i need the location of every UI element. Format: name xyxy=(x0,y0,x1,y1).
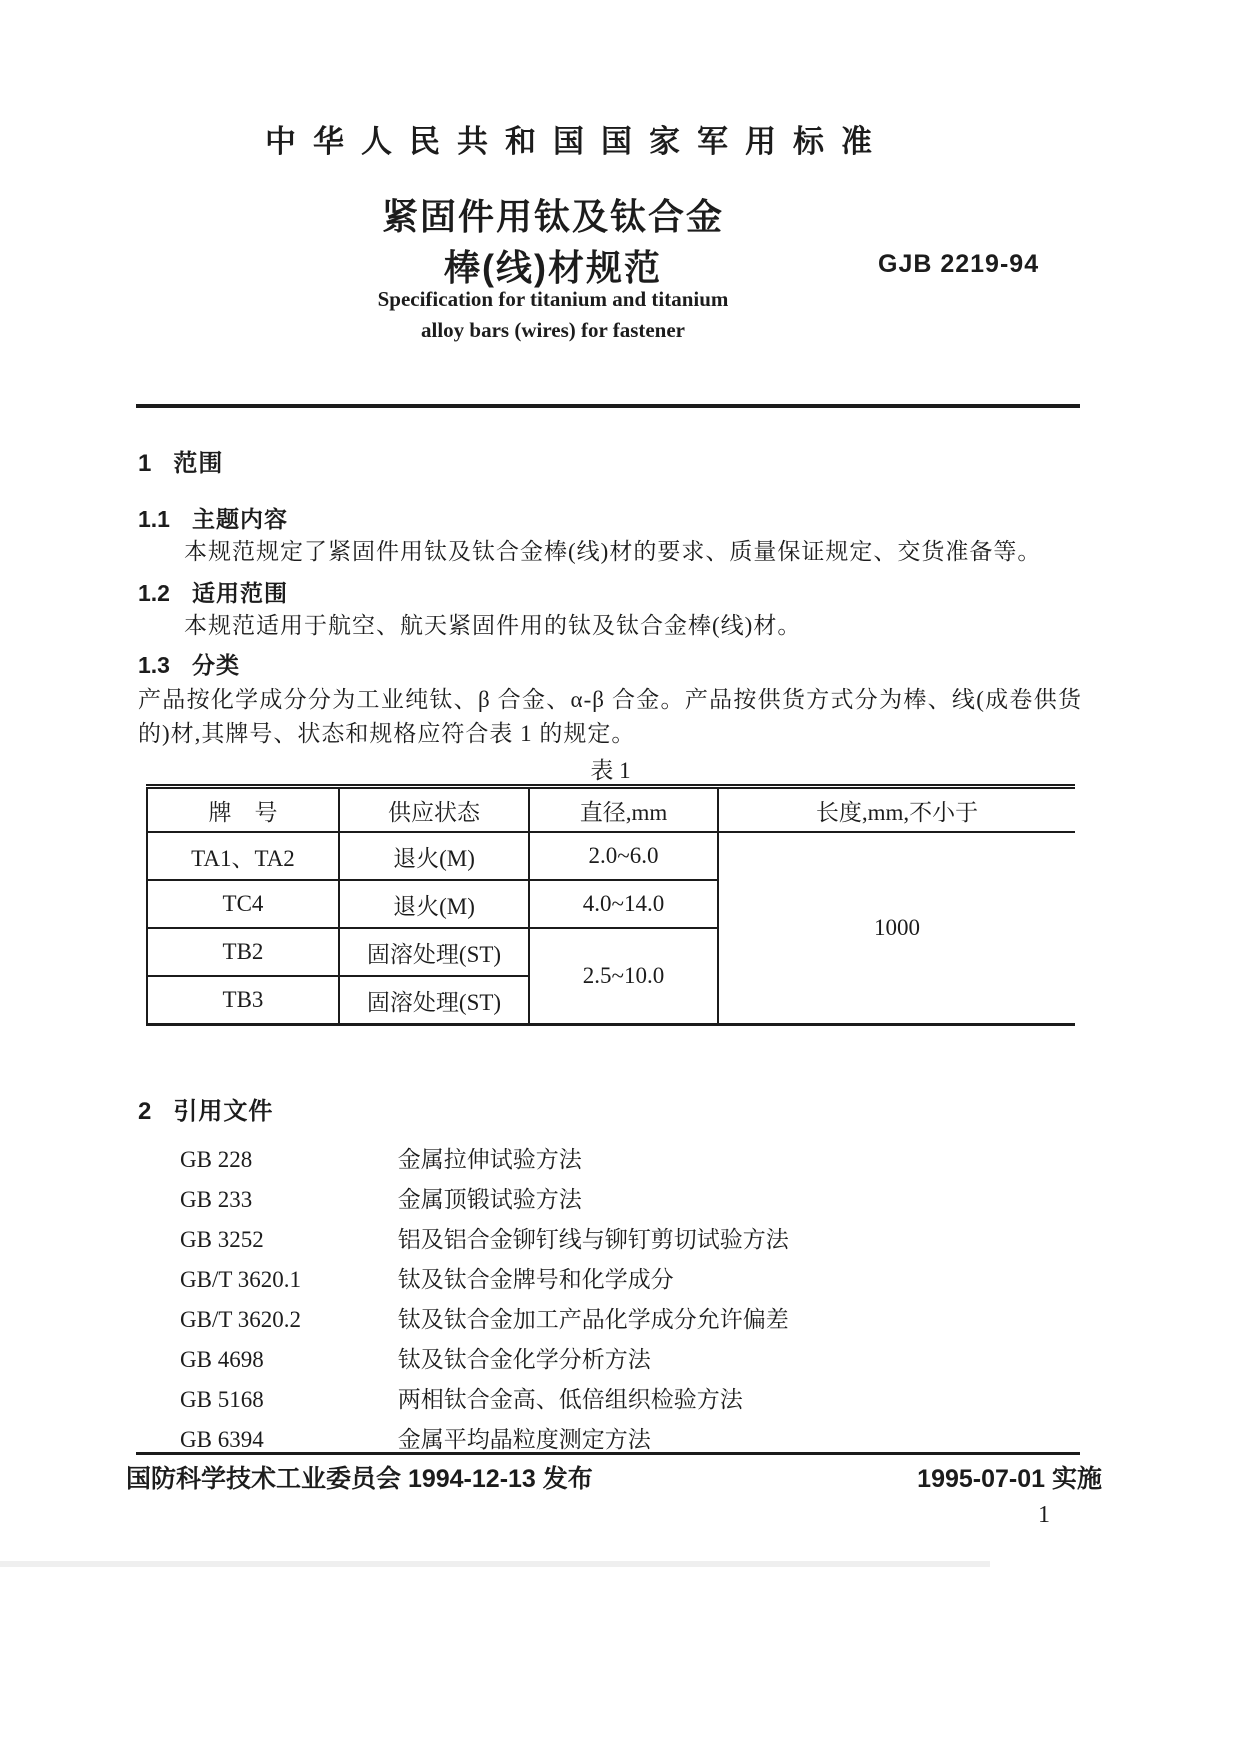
condition-cell: 退火(M) xyxy=(339,832,529,880)
reference-title: 钛及钛合金加工产品化学成分允许偏差 xyxy=(397,1307,789,1332)
reference-item xyxy=(180,1186,789,1226)
reference-title: 两相钛合金高、低倍组织检验方法 xyxy=(397,1387,743,1412)
references-list xyxy=(180,1146,789,1466)
diameter-cell-merged: 2.5~10.0 xyxy=(529,928,718,1025)
diameter-cell: 2.0~6.0 xyxy=(529,832,718,880)
reference-item xyxy=(180,1386,789,1426)
grade-cell: TC4 xyxy=(147,880,339,928)
reference-title: 金属顶锻试验方法 xyxy=(397,1187,582,1212)
table-row xyxy=(147,832,1075,880)
reference-code: GB 3252 xyxy=(180,1227,264,1252)
reference-code: GB/T 3620.2 xyxy=(180,1307,301,1332)
grade-cell: TA1、TA2 xyxy=(147,832,339,880)
section-number: 1.2 xyxy=(138,580,170,606)
reference-title: 钛及钛合金化学分析方法 xyxy=(397,1347,651,1372)
standard-number: GJB 2219-94 xyxy=(878,250,1040,278)
footer-divider-rule xyxy=(136,1452,1080,1455)
section-1-1-body: 本规范规定了紧固件用钛及钛合金棒(线)材的要求、质量保证规定、交货准备等。 xyxy=(184,539,1042,564)
grade-cell: TB2 xyxy=(147,928,339,976)
reference-code: GB 6394 xyxy=(180,1427,264,1452)
table1-caption: 表 1 xyxy=(590,758,631,783)
reference-code: GB 5168 xyxy=(180,1387,264,1412)
section-1-3-heading xyxy=(138,647,240,680)
standard-class-heading: 中华人民共和国国家军用标准 xyxy=(265,124,889,159)
reference-code: GB 4698 xyxy=(180,1347,264,1372)
section-number: 2 xyxy=(138,1098,152,1125)
reference-code: GB 233 xyxy=(180,1187,253,1212)
footer xyxy=(126,1459,1102,1495)
column-header-diameter: 直径,mm xyxy=(529,787,718,833)
reference-title: 金属平均晶粒度测定方法 xyxy=(397,1427,651,1452)
section-1-3-body-line2: 的)材,其牌号、状态和规格应符合表 1 的规定。 xyxy=(138,721,636,746)
grade-cell: TB3 xyxy=(147,976,339,1025)
reference-code: GB/T 3620.1 xyxy=(180,1267,301,1292)
section-title: 分类 xyxy=(191,652,240,678)
reference-code: GB 228 xyxy=(180,1147,253,1172)
header-divider-rule xyxy=(136,404,1080,408)
issuer-and-issue-date: 国防科学技术工业委员会 1994-12-13 发布 xyxy=(126,1465,593,1493)
section-number: 1.3 xyxy=(138,652,170,678)
section-title: 适用范围 xyxy=(191,580,288,606)
page-number: 1 xyxy=(1038,1502,1050,1528)
condition-cell: 退火(M) xyxy=(339,880,529,928)
table1 xyxy=(146,784,1075,1026)
section-2-heading xyxy=(138,1091,273,1126)
reference-item xyxy=(180,1226,789,1266)
english-title-line2: alloy bars (wires) for fastener xyxy=(421,318,685,342)
reference-item xyxy=(180,1346,789,1386)
reference-title: 金属拉伸试验方法 xyxy=(397,1147,582,1172)
section-1-heading xyxy=(138,443,223,478)
section-1-2-body: 本规范适用于航空、航天紧固件用的钛及钛合金棒(线)材。 xyxy=(184,613,802,638)
condition-cell: 固溶处理(ST) xyxy=(339,976,529,1025)
section-1-1-heading xyxy=(138,501,288,534)
diameter-cell: 4.0~14.0 xyxy=(529,880,718,928)
section-1-3-body-line1: 产品按化学成分分为工业纯钛、β 合金、α-β 合金。产品按供货方式分为棒、线(成卷供货 xyxy=(138,687,1082,712)
document-title-line2: 棒(线)材规范 xyxy=(444,247,662,288)
condition-cell: 固溶处理(ST) xyxy=(339,928,529,976)
table-header-row xyxy=(147,787,1075,833)
section-1-2-heading xyxy=(138,575,288,608)
reference-item xyxy=(180,1266,789,1306)
section-number: 1.1 xyxy=(138,506,170,532)
implementation-date: 1995-07-01 实施 xyxy=(917,1465,1102,1493)
length-cell: 1000 xyxy=(718,832,1075,1025)
reference-title: 铝及铝合金铆钉线与铆钉剪切试验方法 xyxy=(397,1227,789,1252)
scan-edge-artifact xyxy=(0,1561,990,1567)
column-header-length: 长度,mm,不小于 xyxy=(718,787,1075,833)
section-number: 1 xyxy=(138,450,152,477)
section-title: 范围 xyxy=(173,450,224,477)
reference-item xyxy=(180,1146,789,1186)
section-title: 主题内容 xyxy=(191,506,288,532)
document-title-line1: 紧固件用钛及钛合金 xyxy=(381,196,724,237)
reference-title: 钛及钛合金牌号和化学成分 xyxy=(397,1267,674,1292)
reference-item xyxy=(180,1306,789,1346)
section-title: 引用文件 xyxy=(173,1098,274,1125)
column-header-grade: 牌 号 xyxy=(147,787,339,833)
english-title-line1: Specification for titanium and titanium xyxy=(377,287,729,311)
column-header-condition: 供应状态 xyxy=(339,787,529,833)
